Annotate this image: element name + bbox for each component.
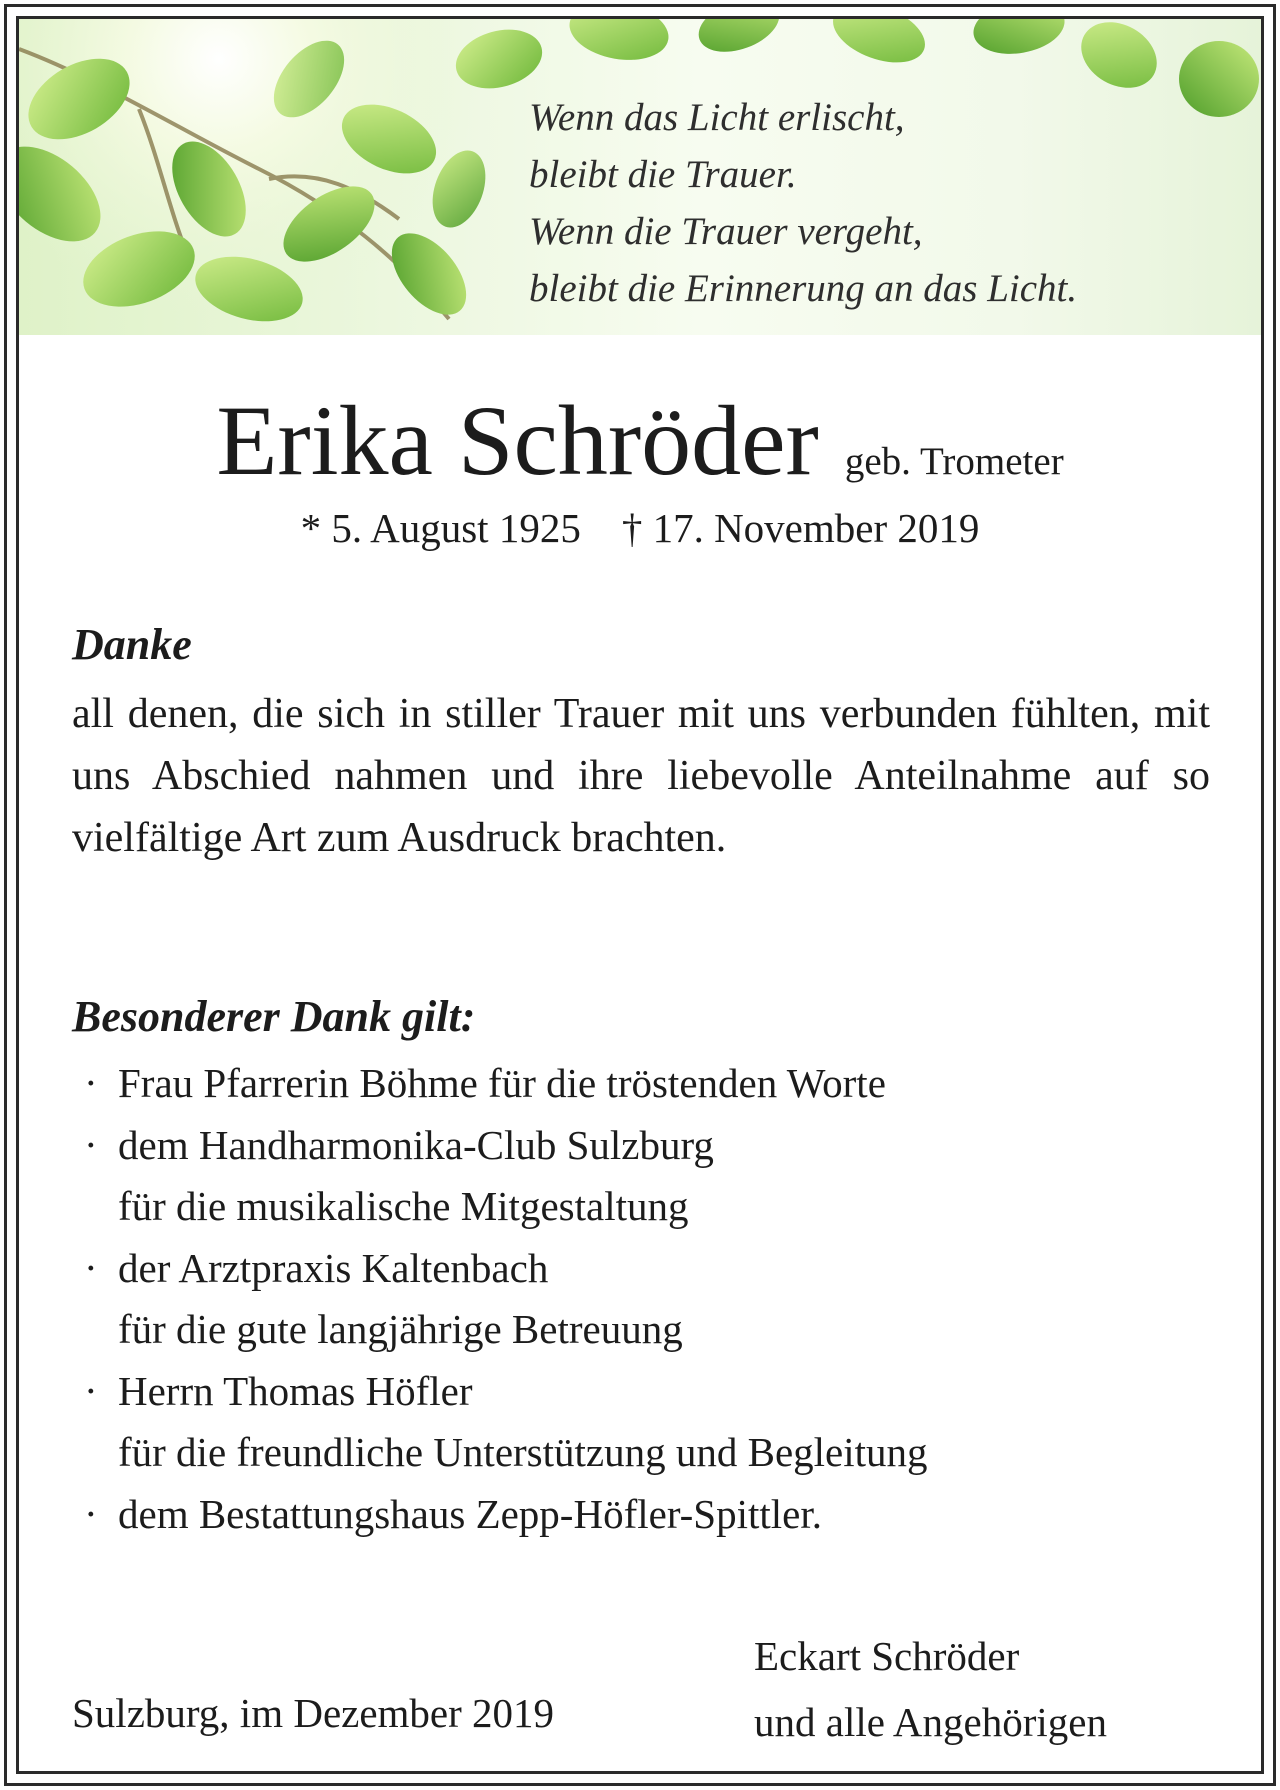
special-thanks-list [84,1053,1224,1545]
signature-block [754,1623,1107,1755]
list-item-text: für die freundliche Unterstützung und Begleitung [118,1429,928,1475]
list-item [84,1115,1224,1177]
bullet: · [84,1121,98,1168]
list-item [84,1238,1224,1300]
list-item-text: dem Bestattungshaus Zepp-Höfler-Spittler. [118,1490,823,1537]
bullet: · [84,1490,98,1537]
deceased-name-line [0,386,1280,496]
list-item-continuation [84,1422,1224,1484]
life-dates: * 5. August 1925 † 17. November 2019 [300,505,980,551]
list-item-continuation [84,1299,1224,1361]
list-item [84,1361,1224,1423]
quote-line: bleibt die Erinnerung an das Licht. [529,267,1078,310]
deceased-name: Erika Schröder [216,385,819,496]
special-thanks-heading: Besonderer Dank gilt: [72,992,476,1041]
memorial-quote [529,89,1249,317]
bullet: · [84,1244,98,1291]
list-item-continuation [84,1176,1224,1238]
list-item-text: der Arztpraxis Kaltenbach [118,1244,549,1291]
leaf-banner [19,19,1261,335]
quote-line: Wenn die Trauer vergeht, [529,210,923,253]
list-item-text: Herrn Thomas Höfler [118,1367,473,1414]
list-item-text: dem Handharmonika-Club Sulzburg [118,1121,714,1168]
quote-line: bleibt die Trauer. [529,153,797,196]
place-and-date: Sulzburg, im Dezember 2019 [72,1690,555,1736]
list-item [84,1484,1224,1546]
maiden-name: geb. Trometer [844,440,1064,483]
thanks-paragraph: all denen, die sich in stiller Trauer mit uns verbunden fühlten, mit uns Abschied nahmen und ihre liebevolle Anteilnahme auf so vielfältige Art zum Ausdruck brachten. [72,691,1210,861]
signature-name: Eckart Schröder [754,1633,1020,1679]
list-item-text: für die gute langjährige Betreuung [118,1306,683,1352]
bullet: · [84,1367,98,1414]
bullet: · [84,1060,98,1106]
quote-line: Wenn das Licht erlischt, [529,96,905,139]
list-item [84,1053,1224,1115]
list-item-text: Frau Pfarrerin Böhme für die tröstenden Worte [118,1060,886,1106]
list-item-text: für die musikalische Mitgestaltung [118,1183,689,1229]
signature-family: und alle Angehörigen [754,1699,1107,1745]
thanks-heading: Danke [72,620,192,669]
